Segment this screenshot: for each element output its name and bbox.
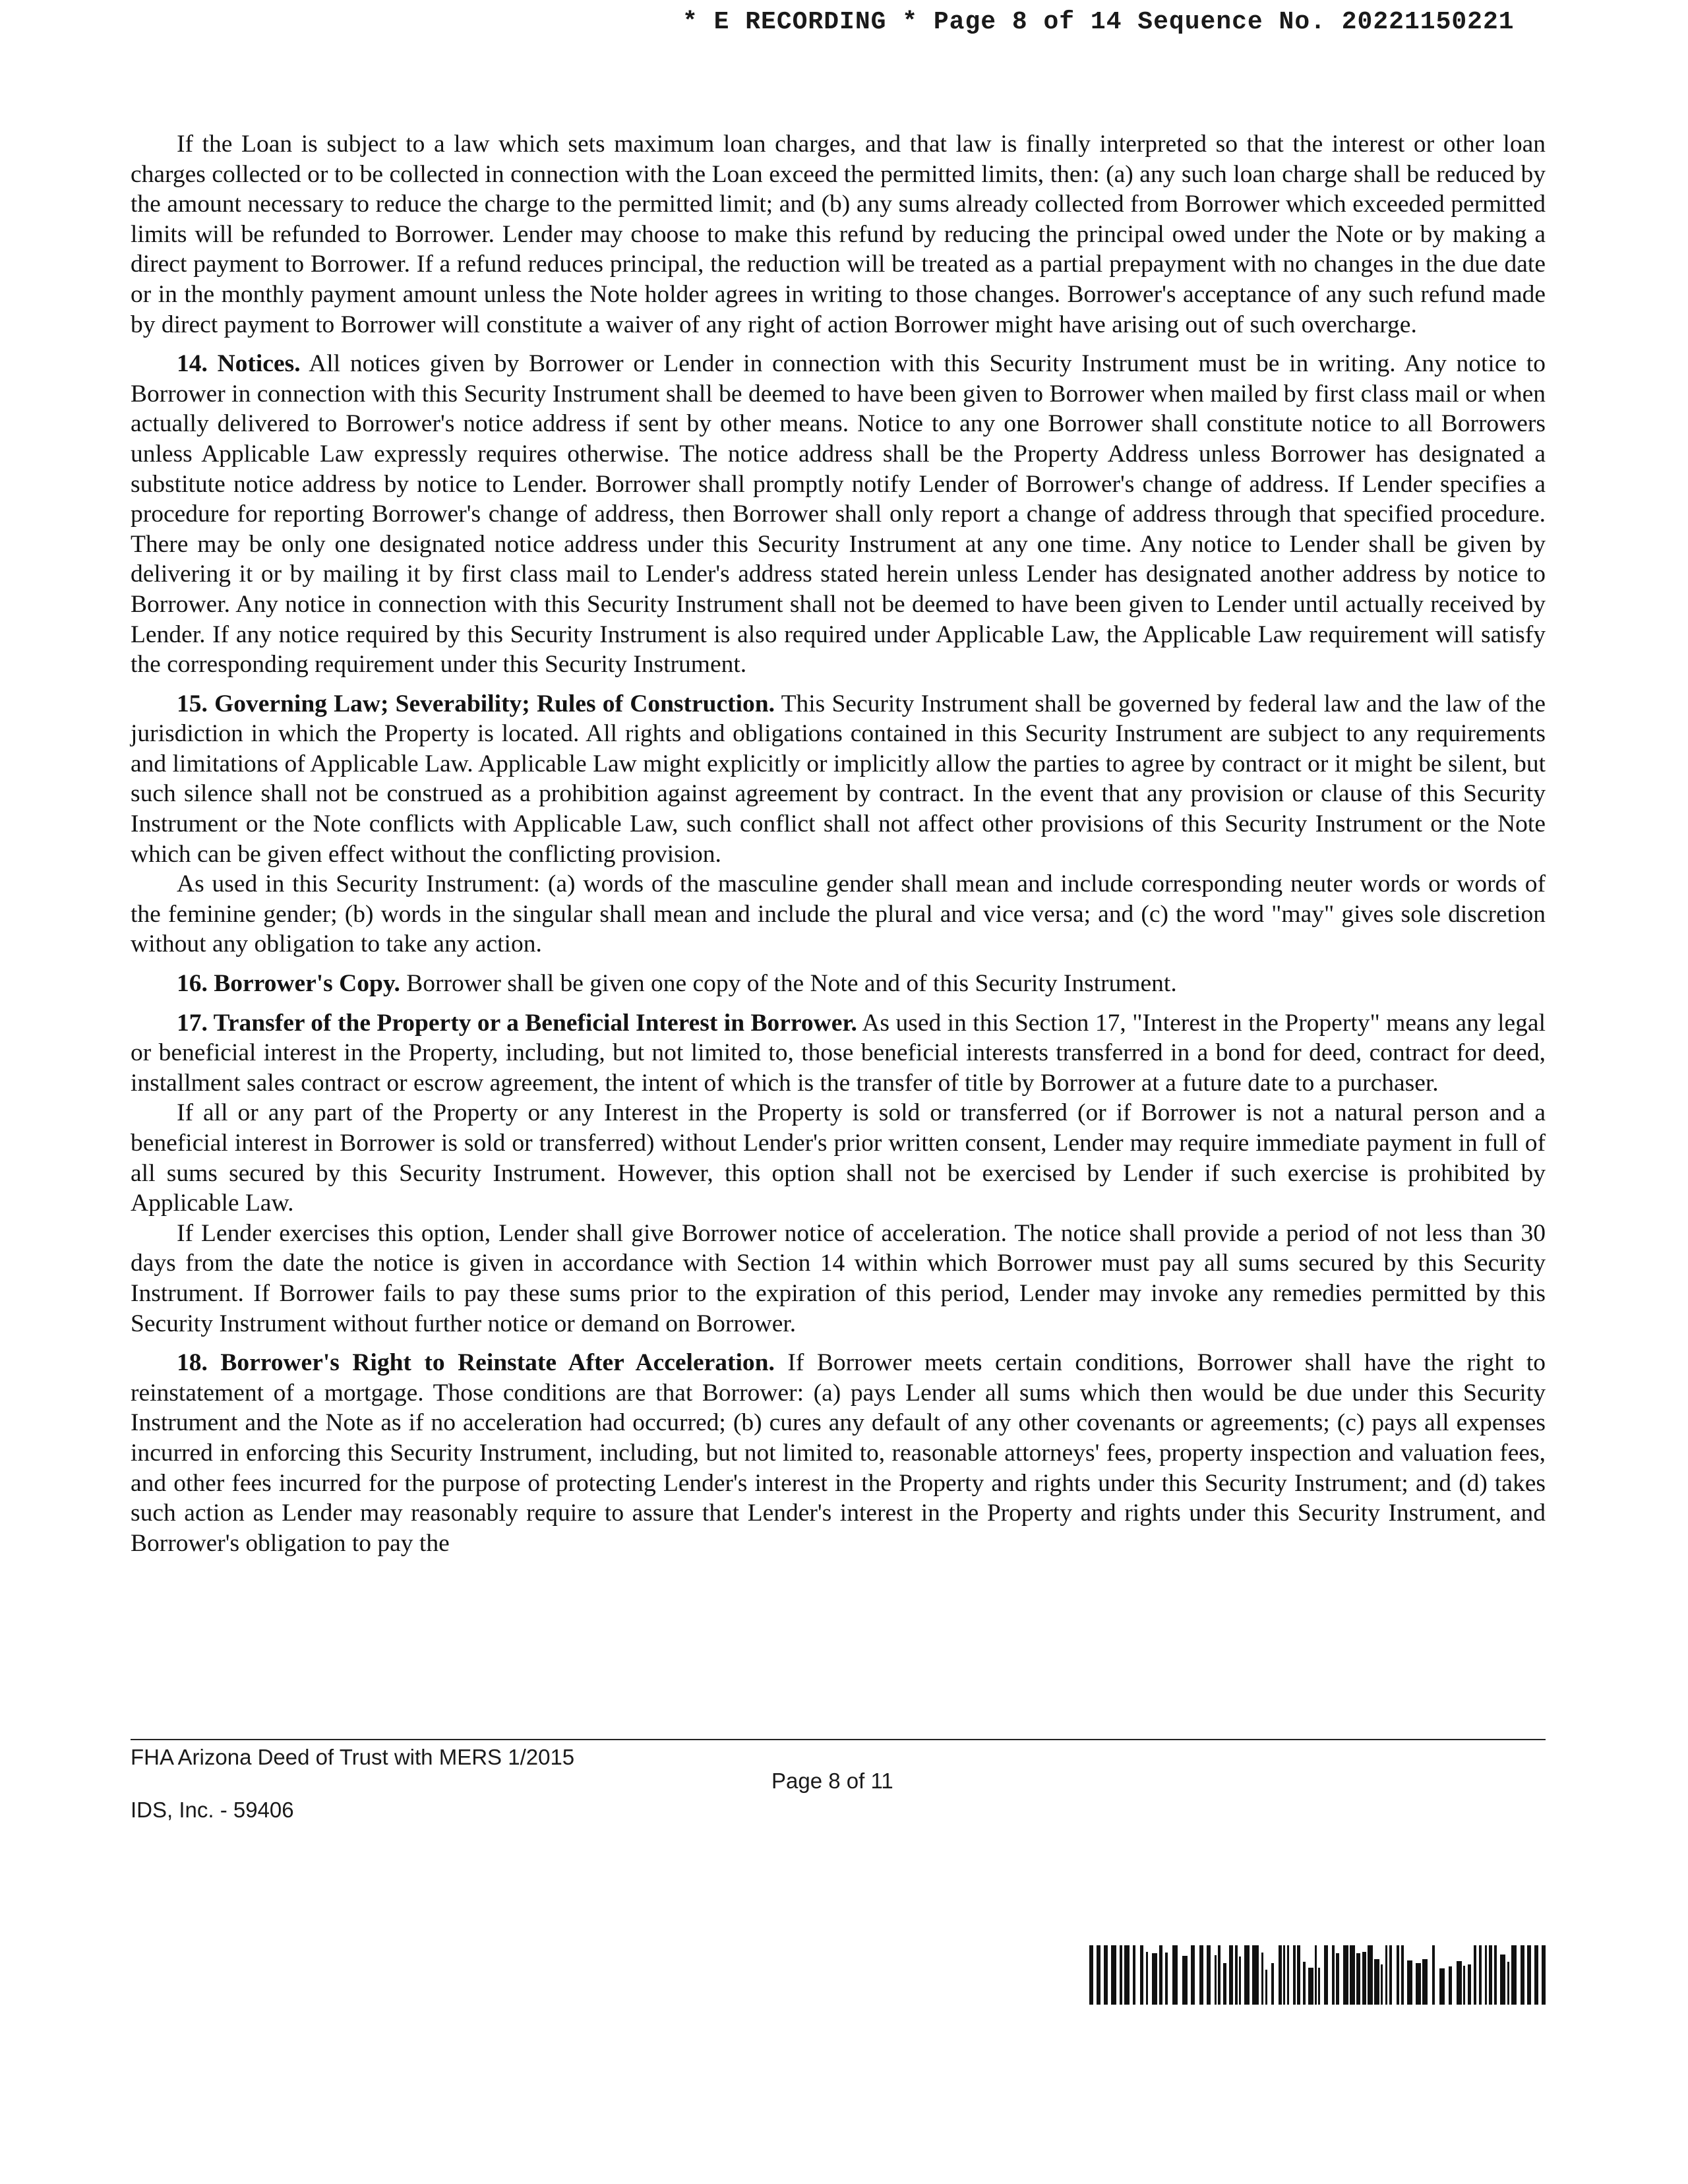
barcode-bar (1401, 1945, 1404, 2005)
barcode-bar (1343, 1945, 1348, 2005)
barcode-bar (1368, 1945, 1373, 2005)
recording-header: * E RECORDING * Page 8 of 14 Sequence No. 20221150221 (682, 8, 1515, 36)
barcode-bar (1485, 1945, 1487, 2005)
section-16-borrowers-copy (131, 969, 1546, 999)
footer-page-number: Page 8 of 11 (771, 1769, 893, 1793)
section-14-notices (131, 349, 1546, 680)
barcode-bar (1534, 1945, 1538, 2005)
barcode-bar (1215, 1955, 1217, 2005)
barcode-bar (1244, 1945, 1250, 2005)
barcode-bar (1261, 1953, 1263, 2005)
section-15-title: 15. Governing Law; Severability; Rules of Construction. (177, 690, 775, 717)
section-15-text: This Security Instrument shall be governed by federal law and the law of the jurisdiction in which the Property is located. All rights and obligations contained in this Security Instrument are subject to any requirements and limitations of Applicable Law. Applicable Law might explicitly or implicitly allow the parties to agree by contract or it might be silent, but such silence shall not be construed as a prohibition against agreement by contract. In the event that any provision or clause of this Security Instrument or the Note conflicts with Applicable Law, such conflict shall not affect other provisions of this Security Instrument or the Note which can be given effect without the conflicting provision. (131, 690, 1546, 868)
barcode-bar (1218, 1945, 1221, 2005)
section-17-text: As used in this Section 17, "Interest in the Property" means any legal or beneficial interest in the Property, including, but not limited to, those beneficial interests transferred in a bond for deed, contract for deed, installment sales contract or escrow agreement, the intent of which is the transfer of title by Borrower at a future date to a purchaser. (131, 1009, 1546, 1097)
barcode-bar (1449, 1966, 1452, 2005)
barcode-bar (1265, 1970, 1267, 2005)
barcode-bar (1239, 1957, 1241, 2005)
section-14-title: 14. Notices. (177, 350, 301, 378)
barcode-bar (1252, 1945, 1259, 2005)
barcode-bar (1457, 1961, 1462, 2005)
barcode-bar (1381, 1964, 1383, 2005)
barcode-bar (1362, 1952, 1366, 2005)
barcode-bar (1235, 1945, 1238, 2005)
barcode-bar (1385, 1945, 1387, 2005)
barcode-bar (1374, 1959, 1379, 2005)
section-16-text: Borrower shall be given one copy of the Note and of this Security Instrument. (406, 970, 1177, 998)
document-body (131, 129, 1546, 1558)
barcode-bar (1318, 1968, 1320, 2005)
barcode-bar (1422, 1959, 1428, 2005)
barcode-bar (1159, 1945, 1162, 2005)
footer-vendor: IDS, Inc. - 59406 (131, 1798, 294, 1822)
barcode-bar (1542, 1945, 1546, 2005)
barcode-bar (1146, 1952, 1148, 2005)
barcode-bar (1120, 1945, 1122, 2005)
section-14-text: All notices given by Borrower or Lender in connection with this Security Instrument must be in writing. Any notice to Borrower in connection with this Security Instrument shall be deemed to have been given to Borrower when mailed by first class mail or when actually delivered to Borrower's notice address if sent by other means. Notice to any one Borrower shall constitute notice to all Borrowers unless Applicable Law expressly requires otherwise. The notice address shall be the Property Address unless Borrower has designated a substitute notice address by notice to Lender. Borrower shall promptly notify Lender of Borrower's change of address. If Lender specifies a procedure for reporting Borrower's change of address, then Borrower shall only report a change of address through that specified procedure. There may be only one designated notice address under this Security Instrument at any one time. Any notice to Lender shall be given by delivering it or by mailing it by first class mail to Lender's address stated herein unless Lender has designated another address by notice to Borrower. Any notice in connection with this Security Instrument shall not be deemed to have been given to Lender until actually received by Lender. If any notice required by this Security Instrument is also required under Applicable Law, the Applicable Law requirement will satisfy the corresponding requirement under this Security Instrument. (131, 350, 1546, 679)
barcode-bar (1474, 1945, 1476, 2005)
barcode-bar (1336, 1953, 1339, 2005)
barcode-bar (1479, 1945, 1482, 2005)
section-18-text: If Borrower meets certain conditions, Borrower shall have the right to reinstatement of a mortgage. Those conditions are that Borrower: (a) pays Lender all sums which then would be due under this Security Instrument and the Note as if no acceleration had occurred; (b) cures any default of any other covenants or agreements; (c) pays all expenses incurred in enforcing this Security Instrument, including, but not limited to, reasonable attorneys' fees, property inspection and valuation fees, and other fees incurred for the purpose of protecting Lender's interest in the Property and rights under this Security Instrument; and (d) takes such action as Lender may reasonably require to assure that Lender's interest in the Property and rights under this Security Instrument, and Borrower's obligation to pay the (131, 1349, 1546, 1557)
barcode-bar (1271, 1963, 1274, 2005)
barcode-bar (1124, 1945, 1130, 2005)
barcode-bar (1104, 1945, 1108, 2005)
barcode-bar (1172, 1945, 1178, 2005)
barcode-bar (1133, 1945, 1135, 2005)
section-17-transfer (131, 1008, 1546, 1099)
section-18-title: 18. Borrower's Right to Reinstate After Acceleration. (177, 1349, 775, 1377)
barcode-bar (1521, 1945, 1524, 2005)
barcode-bar (1182, 1956, 1188, 2005)
barcode-bar (1111, 1945, 1116, 2005)
barcode-bar (1097, 1945, 1100, 2005)
barcode-bar (1468, 1964, 1471, 2005)
section-17-paragraph-2: If all or any part of the Property or any Interest in the Property is sold or transferred (or if Borrower is not a natural person and a beneficial interest in Borrower is sold or transferred) without Lender's prior written consent, Lender may require immediate payment in full of all sums secured by this Security Instrument. However, this option shall not be exercised by Lender if such exercise is prohibited by Applicable Law. (131, 1099, 1546, 1217)
barcode-bar (1191, 1945, 1195, 2005)
barcode-bar (1439, 1968, 1445, 2005)
barcode-bar (1416, 1963, 1421, 2005)
barcode-bar (1527, 1945, 1531, 2005)
barcode-bar (1463, 1966, 1465, 2005)
barcode-bar (1511, 1945, 1517, 2005)
footer-divider (131, 1739, 1546, 1740)
section-18-reinstate (131, 1348, 1546, 1558)
section-17-title: 17. Transfer of the Property or a Beneficial Interest in Borrower. (177, 1009, 857, 1037)
barcode-bar (1356, 1953, 1360, 2005)
barcode-bar (1350, 1945, 1355, 2005)
barcode-bar (1089, 1945, 1093, 2005)
barcode-bar (1389, 1945, 1392, 2005)
barcode-bar (1489, 1945, 1492, 2005)
barcode-bar (1432, 1945, 1435, 2005)
barcode-bar (1229, 1945, 1233, 2005)
footer-form-name: FHA Arizona Deed of Trust with MERS 1/2015 (131, 1745, 575, 1769)
barcode-bar (1494, 1945, 1497, 2005)
barcode-bar (1165, 1953, 1168, 2005)
barcode-bar (1332, 1945, 1335, 2005)
barcode-bar (1207, 1945, 1211, 2005)
barcode-bar (1507, 1962, 1509, 2005)
paragraph-loan-charges: If the Loan is subject to a law which sets maximum loan charges, and that law is finally interpreted so that the interest or other loan charges collected or to be collected in connection with the Loan exceed the permitted limits, then: (a) any such loan charge shall be reduced by the amount necessary to reduce the charge to the permitted limit; and (b) any sums already collected from Borrower which exceeded permitted limits will be refunded to Borrower. Lender may choose to make this refund by reducing the principal owed under the Note or by making a direct payment to Borrower. If a refund reduces principal, the reduction will be treated as a partial prepayment with no changes in the due date or in the monthly payment amount unless the Note holder agrees in writing to those changes. Borrower's acceptance of any such refund made by direct payment to Borrower will constitute a waiver of any right of action Borrower might have arising out of such overcharge. (131, 131, 1546, 338)
barcode-bar (1500, 1955, 1505, 2005)
section-17-paragraph-3: If Lender exercises this option, Lender shall give Borrower notice of acceleration. The notice shall provide a period of not less than 30 days from the date the notice is given in accordance with Section 14 within which Borrower must pay all sums secured by this Security Instrument. If Borrower fails to pay these sums prior to the expiration of this period, Lender may invoke any remedies permitted by this Security Instrument without further notice or demand on Borrower. (131, 1219, 1546, 1337)
section-15-paragraph-2: As used in this Security Instrument: (a) words of the masculine gender shall mean and include corresponding neuter words or words of the feminine gender; (b) words in the singular shall mean and include the plural and vice versa; and (c) the word "may" gives sole discretion without any obligation to take any action. (131, 870, 1546, 958)
barcode-bar (1283, 1945, 1285, 2005)
barcode-bar (1315, 1945, 1317, 2005)
barcode-bar (1324, 1945, 1328, 2005)
section-15-governing-law (131, 689, 1546, 870)
barcode-bar (1293, 1945, 1296, 2005)
barcode-icon (1089, 1945, 1546, 2005)
barcode-bar (1308, 1968, 1313, 2005)
barcode-bar (1397, 1945, 1399, 2005)
section-16-title: 16. Borrower's Copy. (177, 970, 400, 998)
barcode-bar (1152, 1953, 1157, 2005)
barcode-bar (1297, 1945, 1300, 2005)
barcode-bar (1223, 1963, 1226, 2005)
barcode-bar (1140, 1945, 1143, 2005)
barcode-bar (1287, 1945, 1289, 2005)
barcode-bar (1199, 1945, 1203, 2005)
barcode-bar (1279, 1945, 1282, 2005)
barcode-bar (1303, 1962, 1306, 2005)
barcode-bar (1407, 1960, 1412, 2005)
